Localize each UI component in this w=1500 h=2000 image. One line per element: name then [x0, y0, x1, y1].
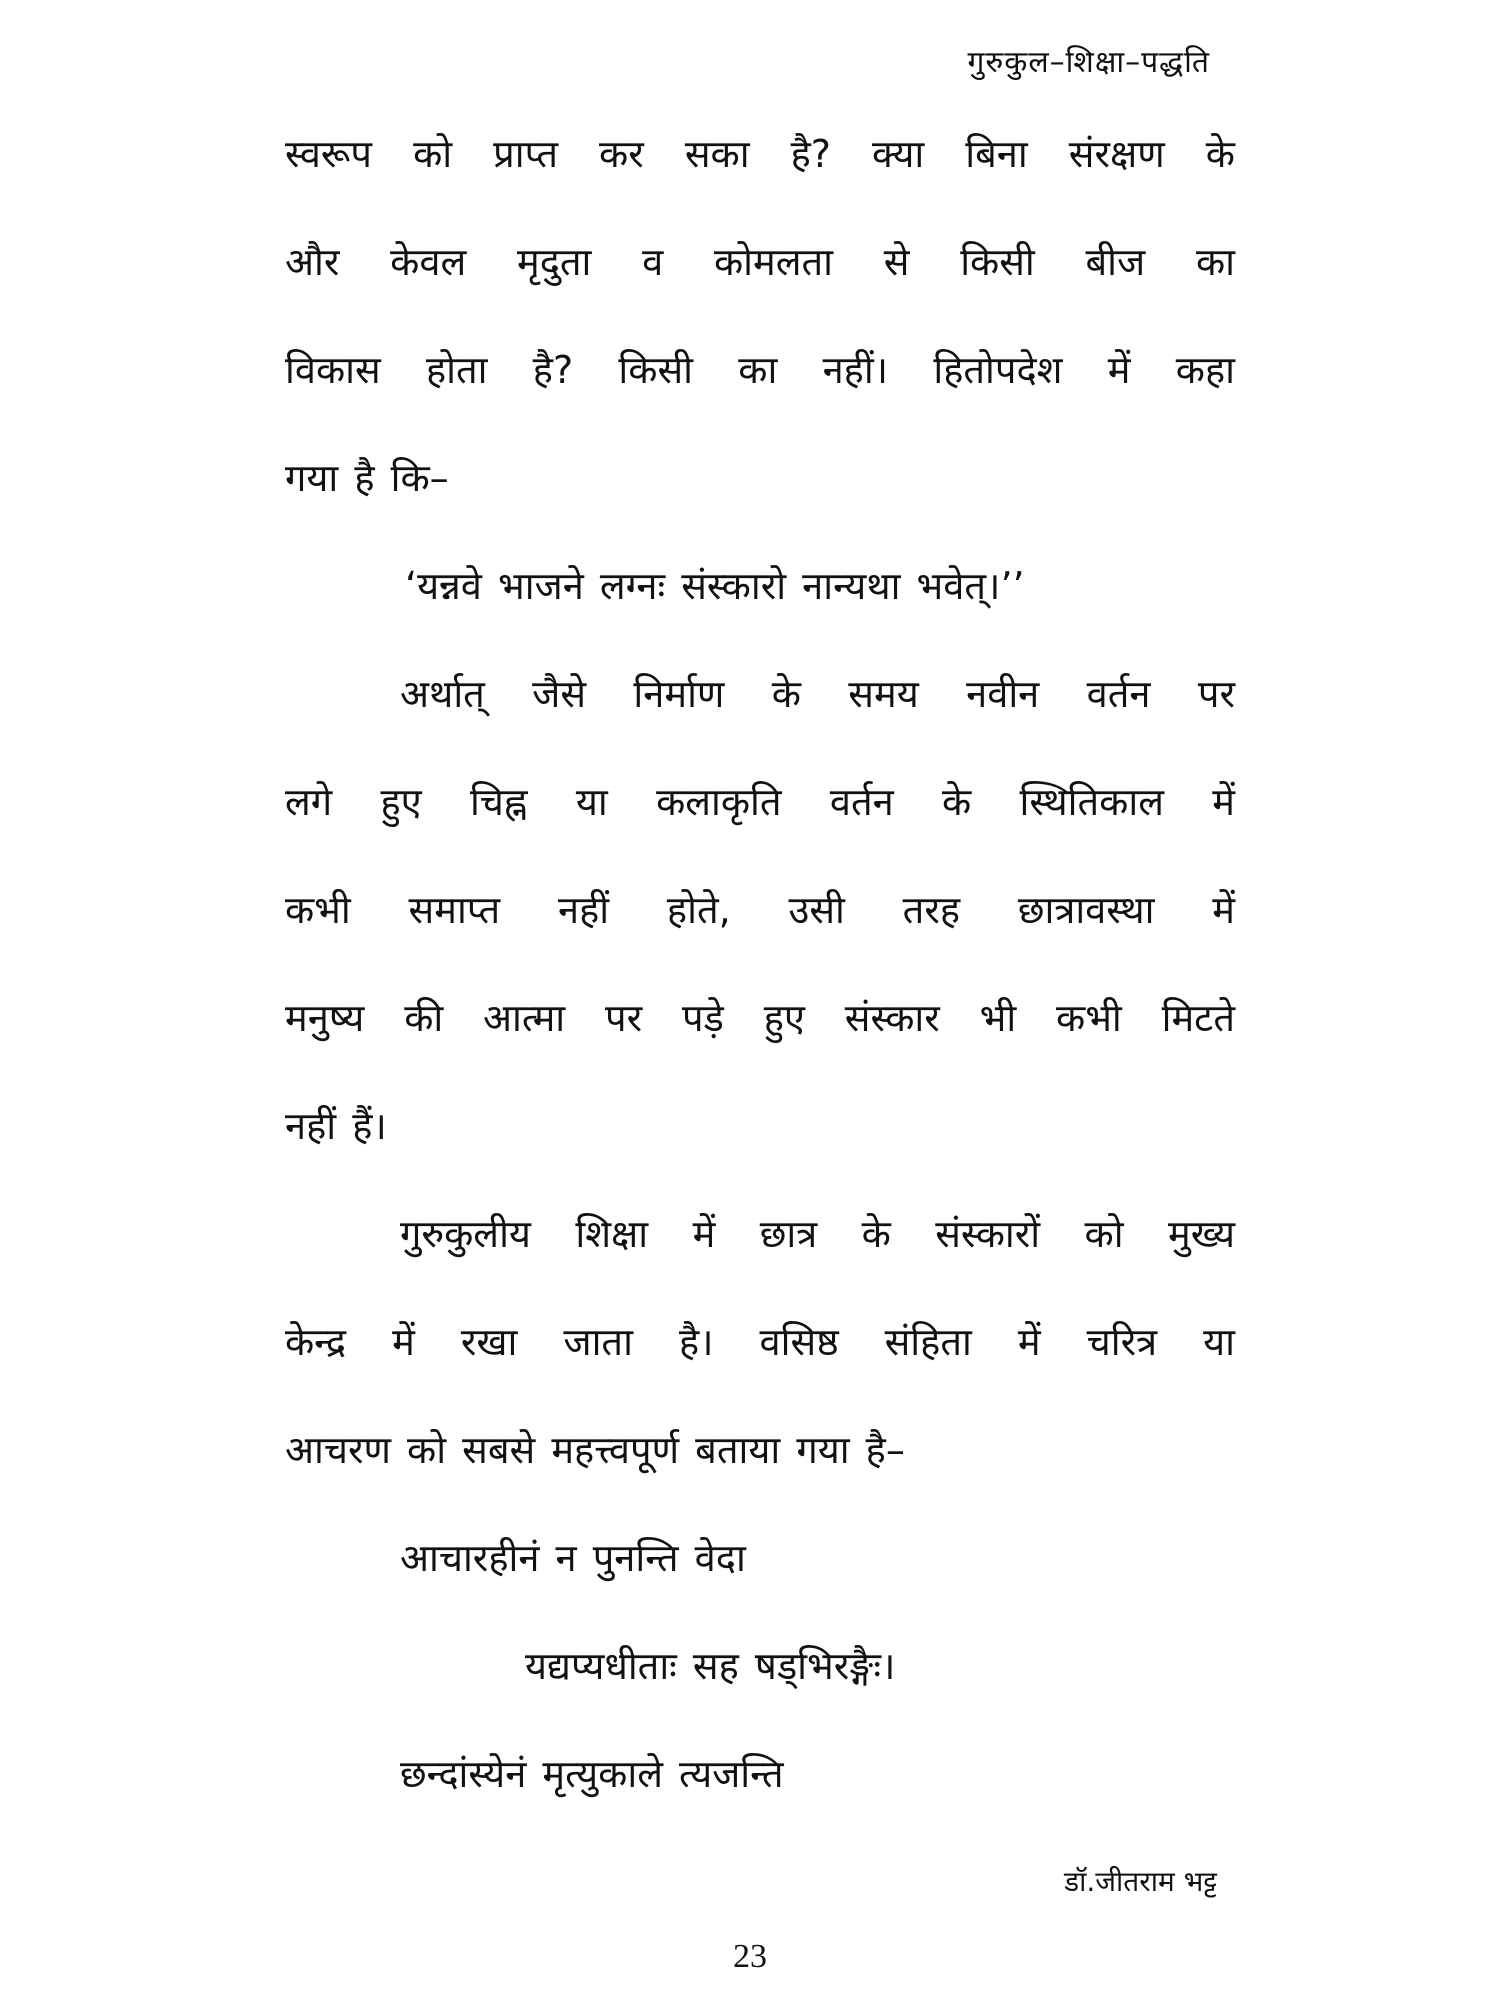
verse-line: यद्यप्यधीताः सह षड्भिरङ्गैः।	[525, 1644, 896, 1688]
text-line: और केवल मृदुता व कोमलता से किसी बीज का	[285, 240, 1235, 284]
sanskrit-quote: ‘यन्नवे भाजने लग्नः संस्कारो नान्यथा भवेत्।’’	[405, 564, 1025, 608]
text-line: केन्द्र में रखा जाता है। वसिष्ठ संहिता में चरित्र या	[285, 1320, 1235, 1364]
text-line: विकास होता है? किसी का नहीं। हितोपदेश में कहा	[285, 348, 1235, 392]
verse-line: छन्दांस्येनं मृत्युकाले त्यजन्ति	[400, 1752, 784, 1796]
page-number: 23	[733, 1938, 767, 1975]
text-line: गया है कि–	[285, 456, 449, 500]
verse-line: आचारहीनं न पुनन्ति वेदा	[400, 1536, 746, 1580]
body-text	[285, 100, 1235, 1828]
text-line: कभी समाप्त नहीं होते, उसी तरह छात्रावस्था में	[285, 888, 1235, 932]
running-header: गुरुकुल–शिक्षा–पद्धति	[967, 45, 1210, 80]
paragraph-start: गुरुकुलीय शिक्षा में छात्र के संस्कारों को मुख्य	[400, 1212, 1235, 1256]
author-name: डॉ.जीतराम भट्ट	[1064, 1865, 1217, 1898]
paragraph-start: अर्थात् जैसे निर्माण के समय नवीन वर्तन पर	[400, 672, 1235, 716]
text-line: स्वरूप को प्राप्त कर सका है? क्या बिना संरक्षण के	[285, 132, 1235, 176]
text-line: आचरण को सबसे महत्त्वपूर्ण बताया गया है–	[285, 1428, 905, 1472]
text-line: नहीं हैं।	[285, 1104, 387, 1148]
text-line: मनुष्य की आत्मा पर पड़े हुए संस्कार भी कभी मिटते	[285, 996, 1235, 1040]
text-line: लगे हुए चिह्न या कलाकृति वर्तन के स्थितिकाल में	[285, 780, 1235, 824]
